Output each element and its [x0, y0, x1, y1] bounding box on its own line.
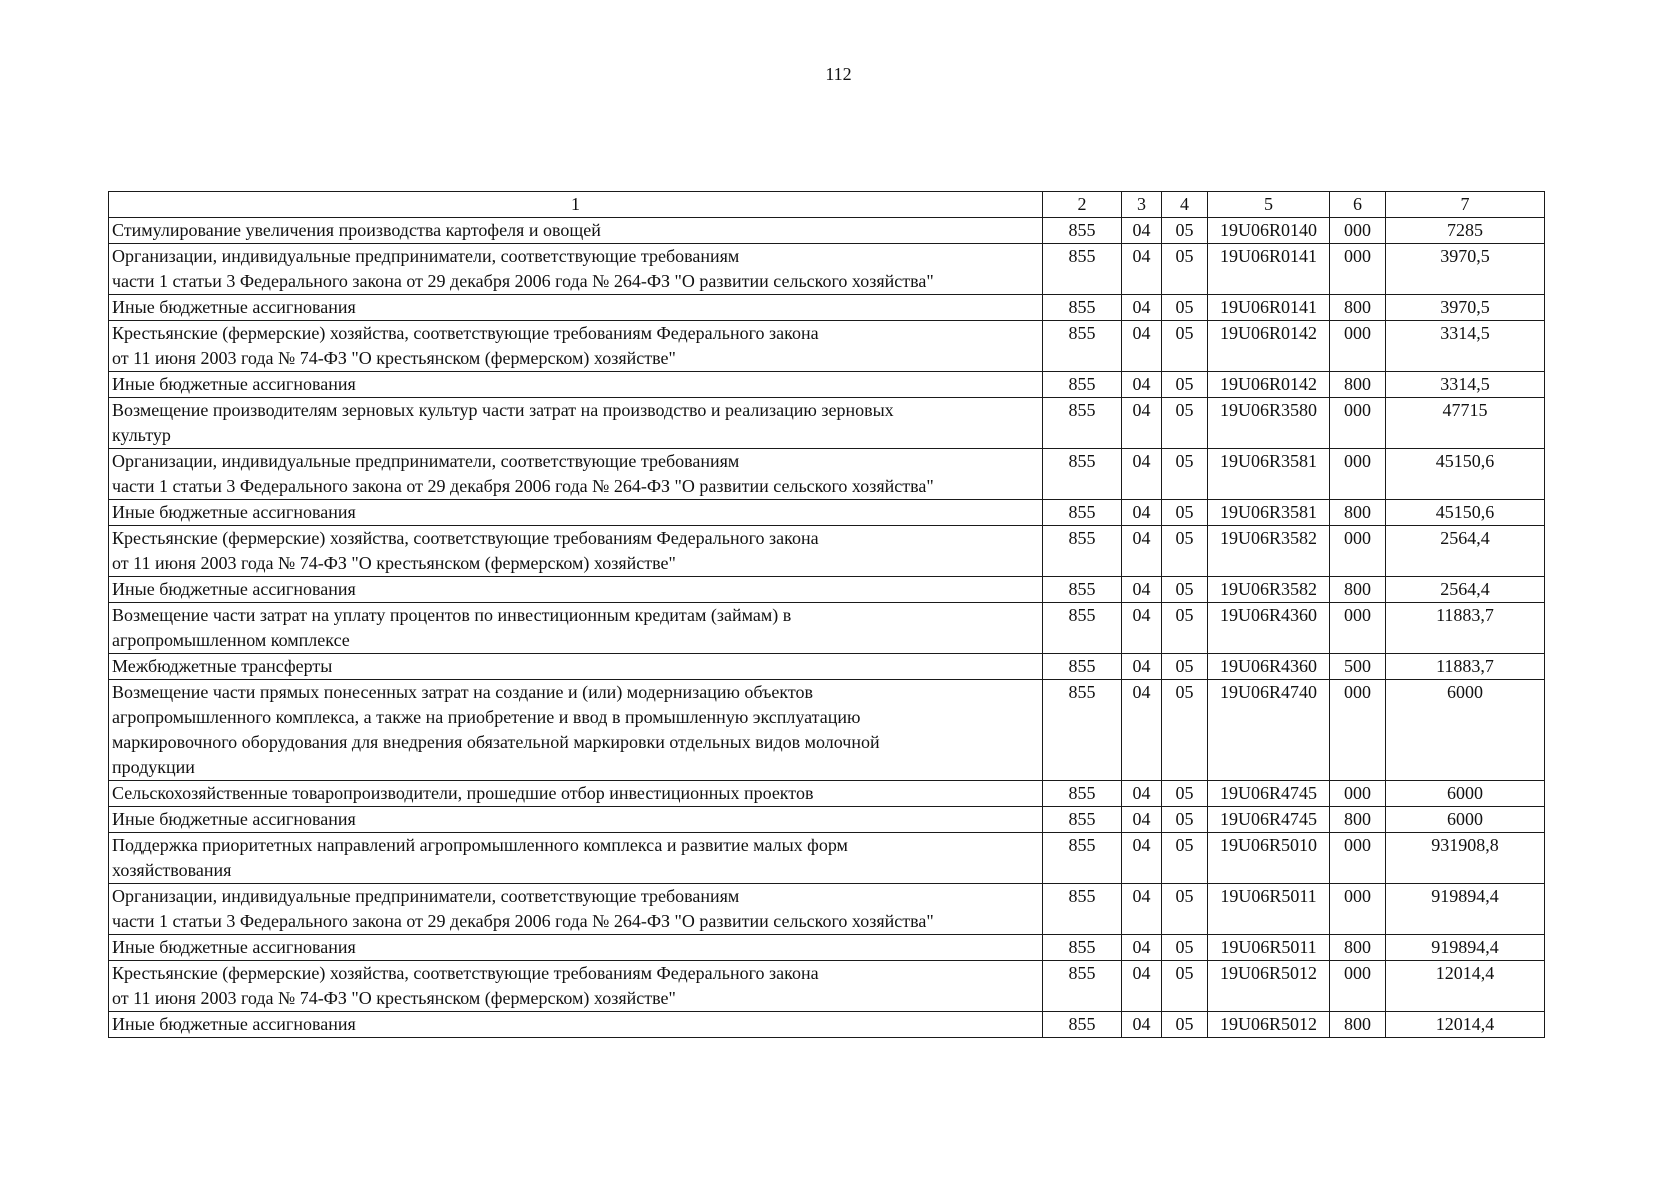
table-row	[109, 295, 1545, 321]
cell-target-article: 19U06R3582	[1208, 577, 1330, 603]
cell-expense-type: 000	[1330, 321, 1386, 372]
cell-target-article: 19U06R4360	[1208, 654, 1330, 680]
cell-amount: 3970,5	[1386, 295, 1545, 321]
cell-subsection-code: 05	[1162, 449, 1208, 500]
table-row	[109, 654, 1545, 680]
cell-subsection-code: 05	[1162, 372, 1208, 398]
table-row	[109, 680, 1545, 781]
cell-expense-type: 800	[1330, 372, 1386, 398]
cell-description: Поддержка приоритетных направлений агропромышленного комплекса и развитие малых форм хозяйствования	[109, 833, 1043, 884]
column-header-7: 7	[1386, 192, 1545, 218]
cell-expense-type: 000	[1330, 884, 1386, 935]
cell-target-article: 19U06R4360	[1208, 603, 1330, 654]
cell-target-article: 19U06R4745	[1208, 781, 1330, 807]
cell-section-code: 04	[1122, 884, 1162, 935]
cell-description: Межбюджетные трансферты	[109, 654, 1043, 680]
cell-expense-type: 800	[1330, 295, 1386, 321]
cell-expense-type: 000	[1330, 680, 1386, 781]
cell-section-code: 04	[1122, 398, 1162, 449]
cell-amount: 11883,7	[1386, 603, 1545, 654]
cell-section-code: 04	[1122, 833, 1162, 884]
cell-ministry-code: 855	[1043, 807, 1122, 833]
table-row	[109, 577, 1545, 603]
cell-description: Возмещение части затрат на уплату процентов по инвестиционным кредитам (займам) в агропромышленном комплексе	[109, 603, 1043, 654]
cell-expense-type: 800	[1330, 935, 1386, 961]
cell-section-code: 04	[1122, 500, 1162, 526]
cell-expense-type: 000	[1330, 603, 1386, 654]
cell-ministry-code: 855	[1043, 884, 1122, 935]
cell-expense-type: 800	[1330, 807, 1386, 833]
column-header-5: 5	[1208, 192, 1330, 218]
cell-target-article: 19U06R3582	[1208, 526, 1330, 577]
cell-expense-type: 000	[1330, 961, 1386, 1012]
column-header-1: 1	[109, 192, 1043, 218]
column-header-6: 6	[1330, 192, 1386, 218]
header-row	[109, 192, 1545, 218]
cell-description: Иные бюджетные ассигнования	[109, 295, 1043, 321]
cell-expense-type: 800	[1330, 500, 1386, 526]
cell-section-code: 04	[1122, 295, 1162, 321]
cell-target-article: 19U06R3581	[1208, 449, 1330, 500]
cell-ministry-code: 855	[1043, 833, 1122, 884]
cell-subsection-code: 05	[1162, 295, 1208, 321]
cell-target-article: 19U06R3580	[1208, 398, 1330, 449]
cell-target-article: 19U06R5011	[1208, 935, 1330, 961]
cell-amount: 6000	[1386, 781, 1545, 807]
cell-subsection-code: 05	[1162, 781, 1208, 807]
cell-ministry-code: 855	[1043, 244, 1122, 295]
cell-expense-type: 000	[1330, 218, 1386, 244]
cell-expense-type: 000	[1330, 781, 1386, 807]
budget-table	[108, 191, 1545, 1038]
cell-target-article: 19U06R0141	[1208, 244, 1330, 295]
cell-section-code: 04	[1122, 577, 1162, 603]
cell-description: Организации, индивидуальные предприниматели, соответствующие требованиям части 1 статьи 3 Федерального закона от 29 декабря 2006 года № 264-ФЗ "О развитии сельского хозяйства"	[109, 449, 1043, 500]
cell-ministry-code: 855	[1043, 654, 1122, 680]
cell-section-code: 04	[1122, 807, 1162, 833]
cell-section-code: 04	[1122, 244, 1162, 295]
cell-description: Иные бюджетные ассигнования	[109, 500, 1043, 526]
cell-subsection-code: 05	[1162, 603, 1208, 654]
cell-description: Иные бюджетные ассигнования	[109, 372, 1043, 398]
cell-amount: 7285	[1386, 218, 1545, 244]
table-row	[109, 526, 1545, 577]
cell-subsection-code: 05	[1162, 935, 1208, 961]
cell-section-code: 04	[1122, 1012, 1162, 1038]
cell-description: Крестьянские (фермерские) хозяйства, соответствующие требованиям Федерального закона от 11 июня 2003 года № 74-ФЗ "О крестьянском (фермерском) хозяйстве"	[109, 321, 1043, 372]
cell-expense-type: 500	[1330, 654, 1386, 680]
table-row	[109, 1012, 1545, 1038]
cell-expense-type: 800	[1330, 1012, 1386, 1038]
table-row	[109, 603, 1545, 654]
cell-subsection-code: 05	[1162, 244, 1208, 295]
cell-ministry-code: 855	[1043, 398, 1122, 449]
cell-target-article: 19U06R4745	[1208, 807, 1330, 833]
table-row	[109, 935, 1545, 961]
table-row	[109, 961, 1545, 1012]
cell-subsection-code: 05	[1162, 654, 1208, 680]
cell-target-article: 19U06R0142	[1208, 321, 1330, 372]
cell-target-article: 19U06R0141	[1208, 295, 1330, 321]
table-row	[109, 807, 1545, 833]
cell-amount: 45150,6	[1386, 449, 1545, 500]
table-row	[109, 372, 1545, 398]
cell-subsection-code: 05	[1162, 680, 1208, 781]
cell-description: Возмещение производителям зерновых культур части затрат на производство и реализацию зерновых культур	[109, 398, 1043, 449]
table-row	[109, 398, 1545, 449]
cell-amount: 6000	[1386, 680, 1545, 781]
cell-amount: 12014,4	[1386, 961, 1545, 1012]
cell-target-article: 19U06R3581	[1208, 500, 1330, 526]
cell-description: Крестьянские (фермерские) хозяйства, соответствующие требованиям Федерального закона от 11 июня 2003 года № 74-ФЗ "О крестьянском (фермерском) хозяйстве"	[109, 526, 1043, 577]
cell-ministry-code: 855	[1043, 577, 1122, 603]
cell-subsection-code: 05	[1162, 500, 1208, 526]
column-header-4: 4	[1162, 192, 1208, 218]
cell-target-article: 19U06R0142	[1208, 372, 1330, 398]
cell-subsection-code: 05	[1162, 1012, 1208, 1038]
cell-amount: 931908,8	[1386, 833, 1545, 884]
cell-amount: 3314,5	[1386, 321, 1545, 372]
cell-amount: 2564,4	[1386, 577, 1545, 603]
cell-amount: 3314,5	[1386, 372, 1545, 398]
cell-target-article: 19U06R5012	[1208, 961, 1330, 1012]
column-header-2: 2	[1043, 192, 1122, 218]
cell-subsection-code: 05	[1162, 526, 1208, 577]
cell-target-article: 19U06R5010	[1208, 833, 1330, 884]
cell-ministry-code: 855	[1043, 603, 1122, 654]
page-number: 112	[825, 64, 852, 84]
cell-ministry-code: 855	[1043, 935, 1122, 961]
cell-amount: 2564,4	[1386, 526, 1545, 577]
cell-ministry-code: 855	[1043, 961, 1122, 1012]
cell-amount: 919894,4	[1386, 884, 1545, 935]
cell-amount: 3970,5	[1386, 244, 1545, 295]
cell-subsection-code: 05	[1162, 218, 1208, 244]
cell-amount: 919894,4	[1386, 935, 1545, 961]
cell-ministry-code: 855	[1043, 781, 1122, 807]
cell-description: Сельскохозяйственные товаропроизводители, прошедшие отбор инвестиционных проектов	[109, 781, 1043, 807]
cell-amount: 12014,4	[1386, 1012, 1545, 1038]
cell-ministry-code: 855	[1043, 321, 1122, 372]
cell-target-article: 19U06R0140	[1208, 218, 1330, 244]
table-row	[109, 321, 1545, 372]
cell-amount: 6000	[1386, 807, 1545, 833]
cell-section-code: 04	[1122, 654, 1162, 680]
table-body	[109, 218, 1545, 1038]
cell-section-code: 04	[1122, 321, 1162, 372]
cell-description: Возмещение части прямых понесенных затрат на создание и (или) модернизацию объектов агропромышленного комплекса, а также на приобретение и ввод в промышленную эксплуатацию маркировочного оборудования для внедрения обязательной маркировки отдельных видов молочной продукции	[109, 680, 1043, 781]
cell-description: Стимулирование увеличения производства картофеля и овощей	[109, 218, 1043, 244]
cell-section-code: 04	[1122, 961, 1162, 1012]
column-header-3: 3	[1122, 192, 1162, 218]
cell-ministry-code: 855	[1043, 526, 1122, 577]
cell-description: Крестьянские (фермерские) хозяйства, соответствующие требованиям Федерального закона от 11 июня 2003 года № 74-ФЗ "О крестьянском (фермерском) хозяйстве"	[109, 961, 1043, 1012]
cell-target-article: 19U06R4740	[1208, 680, 1330, 781]
cell-description: Организации, индивидуальные предприниматели, соответствующие требованиям части 1 статьи 3 Федерального закона от 29 декабря 2006 года № 264-ФЗ "О развитии сельского хозяйства"	[109, 244, 1043, 295]
cell-ministry-code: 855	[1043, 218, 1122, 244]
cell-amount: 47715	[1386, 398, 1545, 449]
cell-section-code: 04	[1122, 449, 1162, 500]
cell-subsection-code: 05	[1162, 321, 1208, 372]
cell-amount: 45150,6	[1386, 500, 1545, 526]
cell-subsection-code: 05	[1162, 884, 1208, 935]
cell-ministry-code: 855	[1043, 680, 1122, 781]
cell-description: Иные бюджетные ассигнования	[109, 935, 1043, 961]
cell-target-article: 19U06R5011	[1208, 884, 1330, 935]
cell-ministry-code: 855	[1043, 372, 1122, 398]
table-row	[109, 218, 1545, 244]
table-row	[109, 500, 1545, 526]
cell-target-article: 19U06R5012	[1208, 1012, 1330, 1038]
cell-expense-type: 000	[1330, 833, 1386, 884]
table-row	[109, 884, 1545, 935]
cell-ministry-code: 855	[1043, 1012, 1122, 1038]
cell-section-code: 04	[1122, 218, 1162, 244]
cell-expense-type: 000	[1330, 526, 1386, 577]
cell-amount: 11883,7	[1386, 654, 1545, 680]
cell-description: Иные бюджетные ассигнования	[109, 807, 1043, 833]
cell-ministry-code: 855	[1043, 500, 1122, 526]
cell-description: Организации, индивидуальные предприниматели, соответствующие требованиям части 1 статьи 3 Федерального закона от 29 декабря 2006 года № 264-ФЗ "О развитии сельского хозяйства"	[109, 884, 1043, 935]
cell-expense-type: 000	[1330, 398, 1386, 449]
cell-section-code: 04	[1122, 680, 1162, 781]
cell-subsection-code: 05	[1162, 961, 1208, 1012]
cell-ministry-code: 855	[1043, 449, 1122, 500]
cell-description: Иные бюджетные ассигнования	[109, 577, 1043, 603]
cell-description: Иные бюджетные ассигнования	[109, 1012, 1043, 1038]
cell-subsection-code: 05	[1162, 398, 1208, 449]
cell-section-code: 04	[1122, 781, 1162, 807]
cell-subsection-code: 05	[1162, 577, 1208, 603]
cell-expense-type: 000	[1330, 449, 1386, 500]
cell-section-code: 04	[1122, 372, 1162, 398]
cell-subsection-code: 05	[1162, 807, 1208, 833]
cell-section-code: 04	[1122, 603, 1162, 654]
table-row	[109, 833, 1545, 884]
table-row	[109, 781, 1545, 807]
cell-expense-type: 000	[1330, 244, 1386, 295]
cell-ministry-code: 855	[1043, 295, 1122, 321]
table-row	[109, 449, 1545, 500]
cell-expense-type: 800	[1330, 577, 1386, 603]
cell-section-code: 04	[1122, 526, 1162, 577]
table-row	[109, 244, 1545, 295]
cell-section-code: 04	[1122, 935, 1162, 961]
cell-subsection-code: 05	[1162, 833, 1208, 884]
